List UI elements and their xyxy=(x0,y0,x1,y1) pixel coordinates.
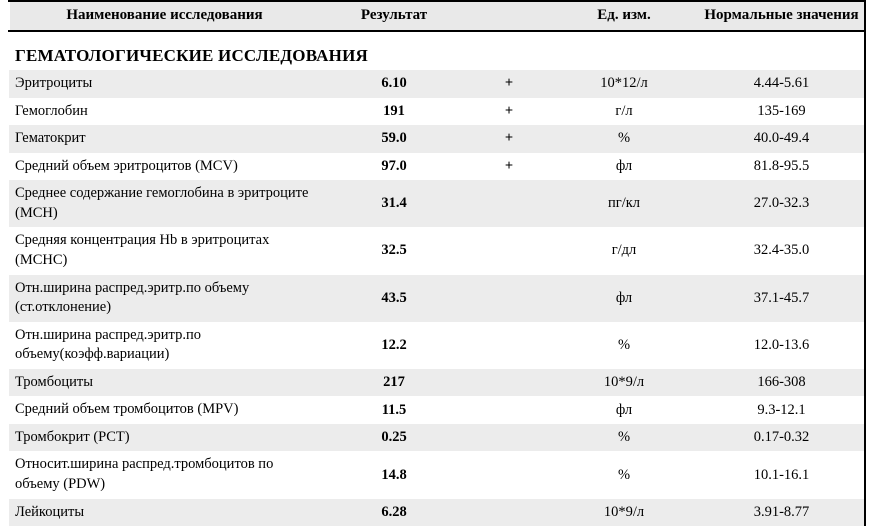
cell-flag xyxy=(469,369,549,397)
cell-unit: пг/кл xyxy=(549,180,699,227)
cell-flag: + xyxy=(469,153,549,181)
cell-unit: % xyxy=(549,125,699,153)
cell-test-name: Средний объем эритроцитов (MCV) xyxy=(9,153,319,181)
table-header-row xyxy=(9,1,865,31)
cell-unit: г/л xyxy=(549,98,699,126)
cell-flag xyxy=(469,227,549,274)
cell-unit: % xyxy=(549,451,699,498)
cell-test-name: Средняя концентрация Hb в эритроцитах (MCHC) xyxy=(9,227,319,274)
cell-result: 12.2 xyxy=(319,322,469,369)
cell-unit: г/дл xyxy=(549,227,699,274)
cell-test-name: Гематокрит xyxy=(9,125,319,153)
section-heading-row xyxy=(9,31,865,70)
cell-test-name: Тромбоциты xyxy=(9,369,319,397)
cell-flag: + xyxy=(469,70,549,98)
cell-flag xyxy=(469,322,549,369)
cell-test-name: Отн.ширина распред.эритр.по объему(коэфф.вариации) xyxy=(9,322,319,369)
table-row xyxy=(9,424,865,452)
cell-result: 6.10 xyxy=(319,70,469,98)
cell-reference-range: 27.0-32.3 xyxy=(699,180,865,227)
table-row xyxy=(9,275,865,322)
cell-flag xyxy=(469,396,549,424)
cell-reference-range: 135-169 xyxy=(699,98,865,126)
cell-reference-range: 3.91-8.77 xyxy=(699,499,865,526)
table-row xyxy=(9,369,865,397)
column-header-unit: Ед. изм. xyxy=(549,1,699,31)
cell-result: 11.5 xyxy=(319,396,469,424)
cell-unit: 10*12/л xyxy=(549,70,699,98)
cell-unit: фл xyxy=(549,275,699,322)
cell-test-name: Относит.ширина распред.тромбоцитов по объему (PDW) xyxy=(9,451,319,498)
cell-test-name: Отн.ширина распред.эритр.по объему (ст.отклонение) xyxy=(9,275,319,322)
cell-reference-range: 12.0-13.6 xyxy=(699,322,865,369)
cell-unit: фл xyxy=(549,396,699,424)
cell-result: 0.25 xyxy=(319,424,469,452)
cell-reference-range: 37.1-45.7 xyxy=(699,275,865,322)
table-row xyxy=(9,70,865,98)
cell-unit: 10*9/л xyxy=(549,499,699,526)
cell-reference-range: 9.3-12.1 xyxy=(699,396,865,424)
table-row xyxy=(9,98,865,126)
cell-flag xyxy=(469,451,549,498)
cell-reference-range: 0.17-0.32 xyxy=(699,424,865,452)
cell-reference-range: 32.4-35.0 xyxy=(699,227,865,274)
cell-result: 43.5 xyxy=(319,275,469,322)
cell-unit: 10*9/л xyxy=(549,369,699,397)
table-row xyxy=(9,227,865,274)
table-row xyxy=(9,396,865,424)
cell-result: 31.4 xyxy=(319,180,469,227)
cell-test-name: Гемоглобин xyxy=(9,98,319,126)
table-row xyxy=(9,322,865,369)
cell-unit: фл xyxy=(549,153,699,181)
table-row xyxy=(9,499,865,526)
cell-flag xyxy=(469,180,549,227)
column-header-flag xyxy=(469,1,549,31)
cell-test-name: Средний объем тромбоцитов (MPV) xyxy=(9,396,319,424)
cell-reference-range: 4.44-5.61 xyxy=(699,70,865,98)
column-header-result: Результат xyxy=(319,1,469,31)
table-row xyxy=(9,180,865,227)
cell-result: 217 xyxy=(319,369,469,397)
column-header-norm: Нормальные значения xyxy=(699,1,865,31)
column-header-name: Наименование исследования xyxy=(9,1,319,31)
cell-reference-range: 81.8-95.5 xyxy=(699,153,865,181)
section-title: ГЕМАТОЛОГИЧЕСКИЕ ИССЛЕДОВАНИЯ xyxy=(9,31,865,70)
cell-test-name: Эритроциты xyxy=(9,70,319,98)
cell-flag: + xyxy=(469,125,549,153)
cell-reference-range: 40.0-49.4 xyxy=(699,125,865,153)
table-header xyxy=(9,1,865,31)
cell-result: 6.28 xyxy=(319,499,469,526)
cell-result: 97.0 xyxy=(319,153,469,181)
cell-result: 59.0 xyxy=(319,125,469,153)
cell-flag xyxy=(469,424,549,452)
cell-flag: + xyxy=(469,98,549,126)
cell-test-name: Лейкоциты xyxy=(9,499,319,526)
cell-test-name: Тромбокрит (PCT) xyxy=(9,424,319,452)
cell-unit: % xyxy=(549,322,699,369)
cell-reference-range: 166-308 xyxy=(699,369,865,397)
lab-results-table xyxy=(8,0,866,526)
cell-unit: % xyxy=(549,424,699,452)
cell-flag xyxy=(469,275,549,322)
table-row xyxy=(9,153,865,181)
cell-flag xyxy=(469,499,549,526)
cell-result: 14.8 xyxy=(319,451,469,498)
table-row xyxy=(9,451,865,498)
cell-test-name: Среднее содержание гемоглобина в эритроците (MCH) xyxy=(9,180,319,227)
table-row xyxy=(9,125,865,153)
cell-result: 191 xyxy=(319,98,469,126)
cell-reference-range: 10.1-16.1 xyxy=(699,451,865,498)
table-body xyxy=(9,31,865,526)
cell-result: 32.5 xyxy=(319,227,469,274)
